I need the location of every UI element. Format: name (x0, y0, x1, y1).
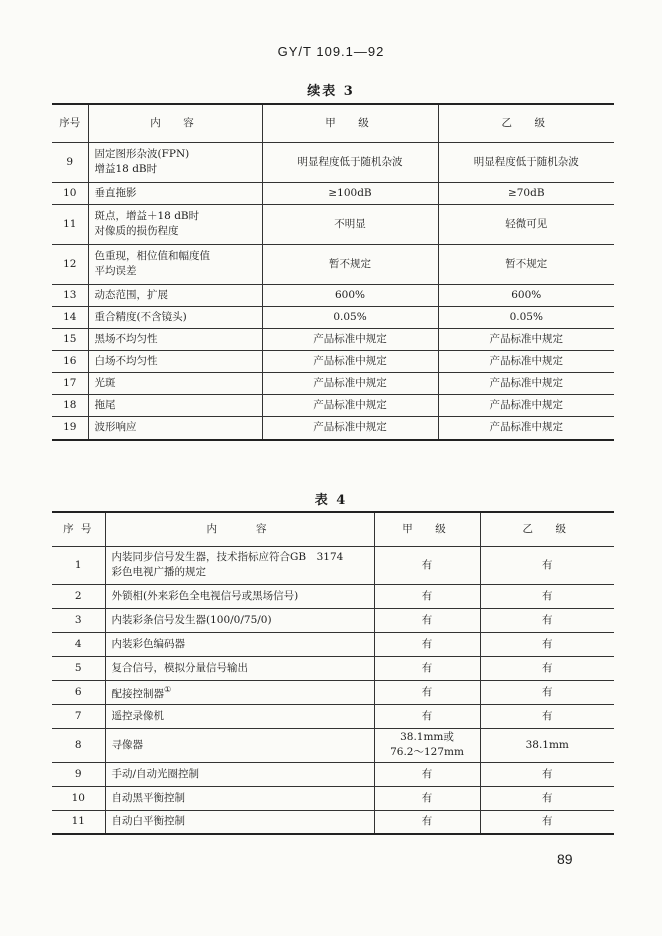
row-content-text: 内装彩条信号发生器(100/0/75/0) (111, 613, 272, 626)
row-grade-b: 有 (480, 584, 614, 608)
row-content-text: 内装彩色编码器 (111, 637, 185, 650)
row-content-text: 拖尾 (94, 398, 116, 411)
row-content-text: 黑场不均匀性 (94, 332, 158, 345)
row-content-text: 自动黑平衡控制 (111, 791, 185, 804)
row-grade-a: 有 (374, 656, 480, 680)
row-content (105, 656, 374, 680)
column-header-grade-b: 乙 级 (438, 104, 614, 142)
row-grade-a: 产品标准中规定 (262, 394, 438, 416)
row-content-text: 配接控制器 (111, 687, 164, 700)
row-grade-a: 不明显 (262, 204, 438, 244)
table4-caption: 表 4 (314, 493, 348, 508)
row-content-text: 斑点，增益＋18 dB时 对像质的损伤程度 (94, 210, 200, 237)
table-4 (52, 511, 614, 835)
row-number: 16 (52, 350, 88, 372)
page-number: 89 (557, 851, 573, 867)
table-row (52, 416, 614, 440)
row-content-text: 复合信号，模拟分量信号输出 (111, 661, 248, 674)
table-row (52, 680, 614, 704)
row-number: 4 (52, 632, 105, 656)
table-row (52, 728, 614, 762)
row-content (105, 546, 374, 584)
row-content (88, 182, 262, 204)
row-grade-a: 明显程度低于随机杂波 (262, 142, 438, 182)
row-grade-b: 产品标准中规定 (438, 372, 614, 394)
row-content-text: 光斑 (94, 376, 116, 389)
row-number: 15 (52, 328, 88, 350)
row-grade-b: 暂不规定 (438, 244, 614, 284)
row-grade-a: 600% (262, 284, 438, 306)
row-content-text: 遥控录像机 (111, 709, 164, 722)
row-grade-b: 产品标准中规定 (438, 350, 614, 372)
row-content (88, 244, 262, 284)
row-grade-a: 暂不规定 (262, 244, 438, 284)
row-content-text: 重合精度(不含镜头) (94, 310, 187, 323)
row-content (88, 204, 262, 244)
row-grade-a: 有 (374, 810, 480, 834)
row-grade-b: 0.05% (438, 306, 614, 328)
row-number: 6 (52, 680, 105, 704)
column-header-grade-a: 甲 级 (374, 512, 480, 546)
row-grade-b: 有 (480, 762, 614, 786)
table-row (52, 762, 614, 786)
row-content-text: 垂直拖影 (94, 186, 137, 199)
row-content (88, 350, 262, 372)
row-grade-a: 有 (374, 680, 480, 704)
row-number: 9 (52, 762, 105, 786)
row-number: 11 (52, 810, 105, 834)
table-row (52, 584, 614, 608)
row-grade-b: 有 (480, 704, 614, 728)
row-grade-b: 600% (438, 284, 614, 306)
row-number: 18 (52, 394, 88, 416)
table-row (52, 632, 614, 656)
row-grade-a: 有 (374, 546, 480, 584)
row-content (105, 680, 374, 704)
row-number: 14 (52, 306, 88, 328)
table-row (52, 284, 614, 306)
row-number: 2 (52, 584, 105, 608)
row-number: 19 (52, 416, 88, 440)
row-grade-b: 有 (480, 810, 614, 834)
row-number: 9 (52, 142, 88, 182)
table-row (52, 704, 614, 728)
row-number: 17 (52, 372, 88, 394)
row-grade-a: 有 (374, 608, 480, 632)
row-grade-b: 产品标准中规定 (438, 416, 614, 440)
table-row (52, 328, 614, 350)
document-code: GY/T 109.1—92 (277, 44, 385, 59)
row-content (88, 284, 262, 306)
row-number: 10 (52, 786, 105, 810)
row-content (105, 584, 374, 608)
row-content-text: 自动白平衡控制 (111, 815, 185, 828)
row-number: 1 (52, 546, 105, 584)
row-number: 8 (52, 728, 105, 762)
column-header-content: 内 容 (105, 512, 374, 546)
row-content (88, 372, 262, 394)
row-grade-b: 有 (480, 656, 614, 680)
row-grade-b: 有 (480, 608, 614, 632)
row-grade-b: 明显程度低于随机杂波 (438, 142, 614, 182)
row-grade-b: ≥70dB (438, 182, 614, 204)
table-3 (52, 103, 614, 441)
column-header-no: 序 号 (52, 512, 105, 546)
row-grade-a: 产品标准中规定 (262, 416, 438, 440)
row-number: 7 (52, 704, 105, 728)
row-grade-a: 产品标准中规定 (262, 328, 438, 350)
table-row (52, 656, 614, 680)
row-grade-b: 有 (480, 632, 614, 656)
row-grade-b: 有 (480, 680, 614, 704)
column-header-content: 内 容 (88, 104, 262, 142)
row-grade-b: 38.1mm (480, 728, 614, 762)
row-content-text: 波形响应 (94, 421, 137, 434)
row-content (105, 786, 374, 810)
table-row (52, 608, 614, 632)
row-content-text: 寻像器 (111, 738, 143, 751)
row-number: 13 (52, 284, 88, 306)
row-content-text: 外锁相(外来彩色全电视信号或黑场信号) (111, 589, 299, 602)
row-content-text: 白场不均匀性 (94, 354, 158, 367)
row-grade-a: 产品标准中规定 (262, 350, 438, 372)
row-content (105, 728, 374, 762)
row-grade-b: 轻微可见 (438, 204, 614, 244)
row-number: 3 (52, 608, 105, 632)
table-row (52, 182, 614, 204)
row-content-text: 手动/自动光圈控制 (111, 767, 200, 780)
row-content (105, 810, 374, 834)
row-grade-a: 有 (374, 786, 480, 810)
row-content-text: 固定图形杂波(FPN) 增益18 dB时 (94, 148, 190, 175)
table-row (52, 810, 614, 834)
row-grade-a: 38.1mm或 76.2～127mm (374, 728, 480, 762)
row-number: 11 (52, 204, 88, 244)
row-grade-a: 有 (374, 584, 480, 608)
row-grade-a: ≥100dB (262, 182, 438, 204)
row-content (105, 762, 374, 786)
row-content (105, 608, 374, 632)
table3-caption: 续表 3 (307, 84, 355, 99)
row-content (88, 306, 262, 328)
row-grade-b: 产品标准中规定 (438, 394, 614, 416)
row-content (88, 394, 262, 416)
row-content (88, 328, 262, 350)
table-row (52, 244, 614, 284)
row-number: 10 (52, 182, 88, 204)
row-content-text: 动态范围，扩展 (94, 288, 168, 301)
row-grade-a: 0.05% (262, 306, 438, 328)
row-content-text: 内装同步信号发生器，技术指标应符合GB 3174 彩色电视广播的规定 (111, 551, 344, 578)
row-grade-b: 产品标准中规定 (438, 328, 614, 350)
table-row (52, 350, 614, 372)
row-grade-b: 有 (480, 786, 614, 810)
row-number: 12 (52, 244, 88, 284)
column-header-grade-b: 乙 级 (480, 512, 614, 546)
row-content (105, 704, 374, 728)
row-grade-b: 有 (480, 546, 614, 584)
row-grade-a: 有 (374, 704, 480, 728)
row-grade-a: 产品标准中规定 (262, 372, 438, 394)
row-grade-a: 有 (374, 762, 480, 786)
row-content (105, 632, 374, 656)
table-row (52, 142, 614, 182)
row-number: 5 (52, 656, 105, 680)
column-header-grade-a: 甲 级 (262, 104, 438, 142)
row-grade-a: 有 (374, 632, 480, 656)
row-content (88, 142, 262, 182)
table-row (52, 372, 614, 394)
footnote-marker: ① (164, 685, 172, 695)
table-row (52, 546, 614, 584)
column-header-no: 序号 (52, 104, 88, 142)
row-content (88, 416, 262, 440)
table-row (52, 786, 614, 810)
table-row (52, 394, 614, 416)
table-row (52, 204, 614, 244)
table-row (52, 306, 614, 328)
row-content-text: 色重现，相位值和幅度值 平均误差 (94, 250, 210, 277)
